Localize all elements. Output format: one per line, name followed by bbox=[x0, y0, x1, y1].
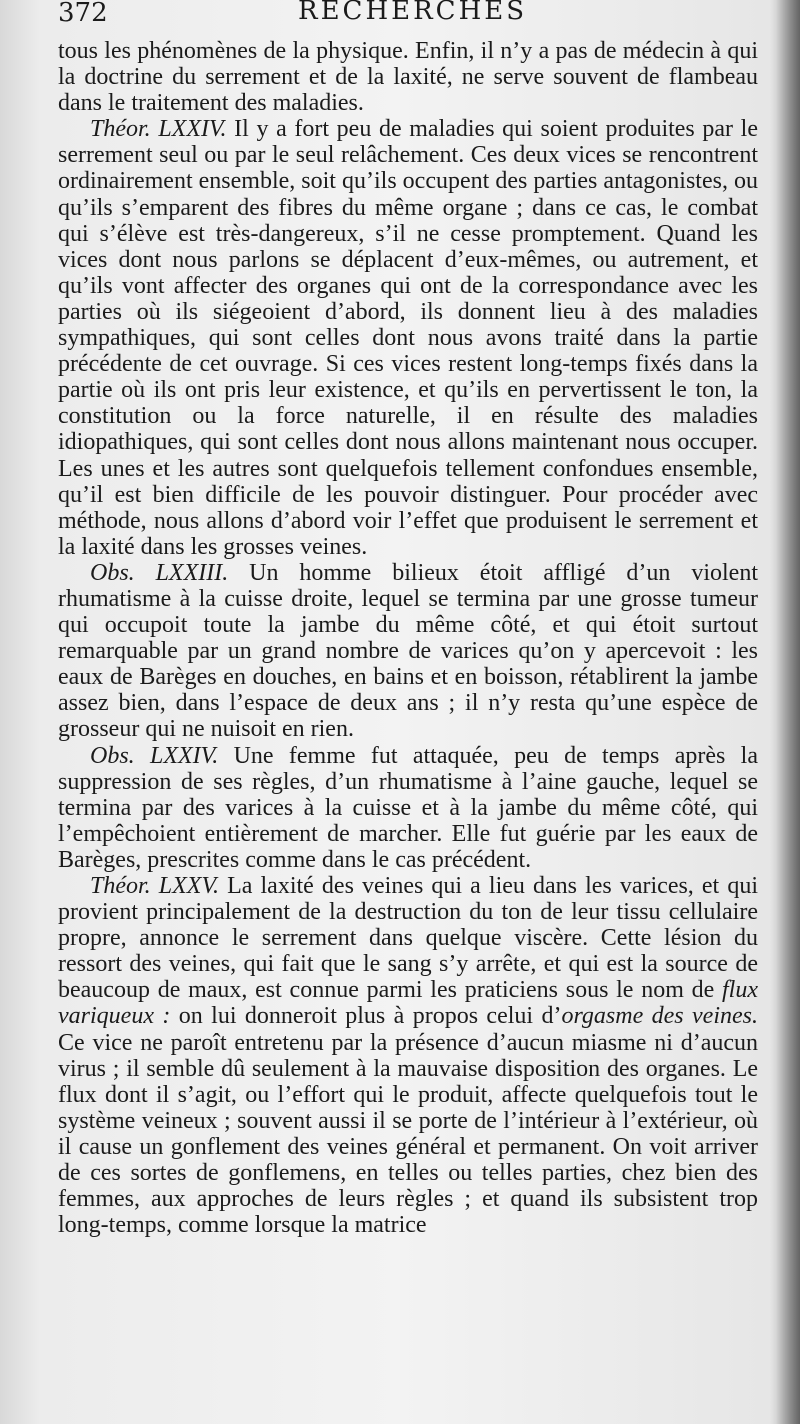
paragraph-text: Une femme fut attaquée, peu de temps après la suppression de ses règles, d’un rhumatisme à l’aine gauche, lequel se termina par des varices à la cuisse et à la jambe du même côté, qui l’empêchoient entièrement de marcher. Elle fut guérie par les eaux de Barèges, prescrites comme dans le cas précédent. bbox=[58, 742, 758, 873]
paragraph-text: La laxité des veines qui a lieu dans les varices, et qui provient principalement de la destruction du ton de leur tissu cellulaire propre, annonce le serrement dans quelque viscère. Cette lésion du ressort des veines, qui fait que le sang s’y arrête, et qui est la source de beaucoup de maux, est connue parmi les praticiens sous le nom de bbox=[58, 873, 758, 1004]
paragraph-text: on lui donneroit plus à propos celui d’ bbox=[170, 1003, 562, 1030]
paragraph-theorem-74 bbox=[58, 116, 758, 560]
observation-label: Obs. LXXIII. bbox=[90, 559, 229, 586]
italic-term: orgasme des veines. bbox=[561, 1003, 758, 1030]
paragraph-text: Ce vice ne paroît entretenu par la présence d’aucun miasme ni d’aucun virus ; il semble dû seulement à la mauvaise disposition des organes. Le flux dont il s’agit, ou l’effort qui le produit, affecte quelquefois tout le système veineux ; souvent aussi il se porte de l’intérieur à l’extérieur, où il cause un gonflement des veines général et permanent. On voit arriver de ces sortes de gonflemens, en telles ou telles parties, chez bien des femmes, aux approches de leurs règles ; et quand ils subsistent trop long-temps, comme lorsque la matrice bbox=[58, 1029, 758, 1239]
italic-term: flux variqueux : bbox=[58, 977, 758, 1030]
body-text bbox=[58, 38, 758, 1238]
theorem-label: Théor. LXXIV. bbox=[90, 116, 227, 143]
page-edge-shadow bbox=[776, 0, 800, 1424]
observation-label: Obs. LXXIV. bbox=[90, 742, 219, 769]
paragraph-text: Il y a fort peu de maladies qui soient produites par le serrement seul ou par le seul relâchement. Ces deux vices se rencontrent ordinairement ensemble, soit qu’ils occupent des parties antagonistes, ou qu’ils s’emparent des fibres du même organe ; dans ce cas, le combat qui s’élève est très-dangereux, s’il ne cesse promptement. Quand les vices dont nous parlons se déplacent d’eux-mêmes, ou autrement, et qu’ils vont affecter des organes qui ont de la correspondance avec les parties où ils siégeoient d’abord, ils donnent lieu à des maladies sympathiques, qui sont celles dont nous avons traité dans la partie précédente de cet ouvrage. Si ces vices restent long-temps fixés dans la partie où ils ont pris leur existence, et qu’ils en pervertissent le ton, la constitution ou la force naturelle, il en résulte des maladies idiopathiques, qui sont celles dont nous allons maintenant nous occuper. Les unes et les autres sont quelquefois tellement confondues ensemble, qu’il est bien difficile de les pouvoir distinguer. Pour procéder avec méthode, nous allons d’abord voir l’effet que produisent le serrement et la laxité dans les grosses veines. bbox=[58, 116, 758, 560]
paragraph-observation-73 bbox=[58, 560, 758, 743]
page-header bbox=[0, 0, 800, 30]
paragraph-text: tous les phénomènes de la physique. Enfin, il n’y a pas de médecin à qui la doctrine du serrement et de la laxité, ne serve souvent de flambeau dans le traitement des maladies. bbox=[58, 38, 758, 117]
page-number: 372 bbox=[58, 0, 108, 28]
paragraph-text: Un homme bilieux étoit affligé d’un violent rhumatisme à la cuisse droite, lequel se termina par une grosse tumeur qui occupoit toute la jambe du même côté, et qui étoit surtout remarquable par un grand nombre de varices qu’on y apercevoit : les eaux de Barèges en douches, en bains et en boisson, rétablirent la jambe assez bien, dans l’espace de deux ans ; il n’y resta qu’une espèce de grosseur qui ne nuisoit en rien. bbox=[58, 559, 758, 743]
theorem-label: Théor. LXXV. bbox=[90, 873, 220, 899]
paragraph-continuation bbox=[58, 38, 758, 116]
paragraph-theorem-75 bbox=[58, 873, 758, 1238]
running-title: RECHERCHES bbox=[298, 0, 528, 26]
paragraph-observation-74 bbox=[58, 743, 758, 873]
